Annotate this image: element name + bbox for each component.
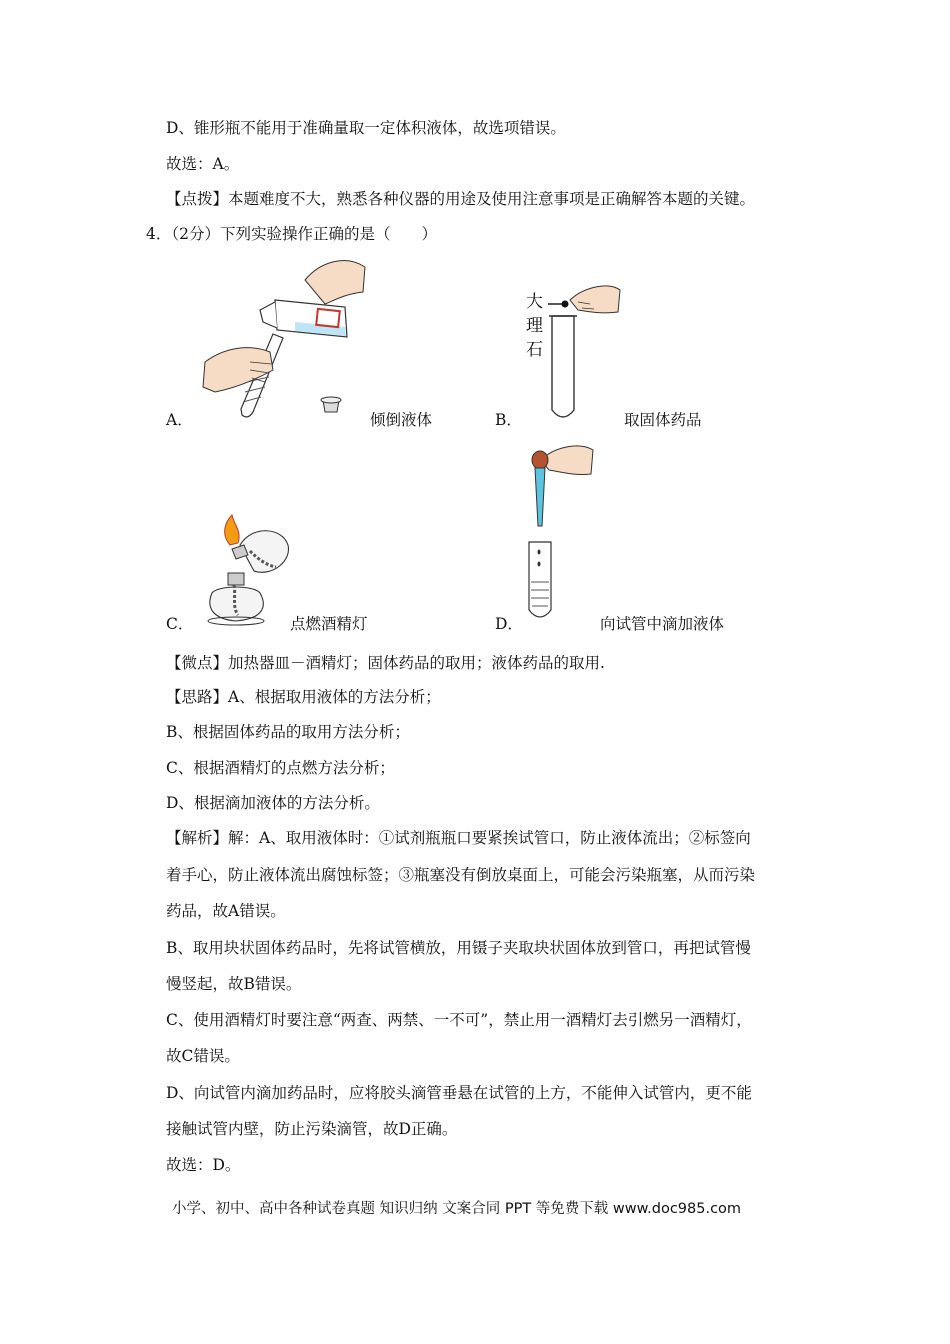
figure-light-lamp — [192, 515, 302, 635]
analysis-line: 慢竖起，故B错误。 — [166, 975, 302, 993]
analysis-line: C、根据酒精灯的点燃方法分析； — [166, 759, 395, 777]
option-a-letter: A． — [166, 411, 193, 429]
analysis-line: 接触试管内壁，防止污染滴管，故D正确。 — [166, 1120, 458, 1138]
analysis-line: D、向试管内滴加药品时，应将胶头滴管垂悬在试管的上方，不能伸入试管内，更不能 — [166, 1084, 752, 1102]
option-d-letter: D． — [495, 615, 523, 633]
option-c-letter: C． — [166, 615, 194, 633]
figure-b-label — [526, 290, 543, 362]
analysis-line: 着手心，防止液体流出腐蚀标签；③瓶塞没有倒放桌面上，可能会污染瓶塞，从而污染 — [166, 866, 756, 884]
analysis-line: 【思路】A、根据取用液体的方法分析； — [166, 688, 441, 706]
option-c-caption: 点燃酒精灯 — [290, 615, 368, 633]
option-b-letter: B． — [495, 411, 522, 429]
analysis-line: B、取用块状固体药品时，先将试管横放，用镊子夹取块状固体放到管口，再把试管慢 — [166, 939, 751, 957]
option-b-caption: 取固体药品 — [624, 411, 702, 429]
figure-drop-liquid — [515, 442, 605, 622]
option-a-caption: 倾倒液体 — [370, 411, 433, 429]
figure-pour-liquid — [195, 252, 395, 422]
analysis-line: 故C错误。 — [166, 1047, 240, 1065]
answer-previous: 故选：A。 — [166, 155, 240, 173]
figure-b-label-char: 理 — [526, 316, 543, 336]
question-stem: 4．（2分）下列实验操作正确的是（ ） — [146, 225, 437, 243]
option-d-caption: 向试管中滴加液体 — [600, 615, 725, 633]
analysis-line: 【微点】加热器皿－酒精灯；固体药品的取用；液体药品的取用. — [166, 654, 605, 672]
analysis-line: C、使用酒精灯时要注意“两查、两禁、一不可”，禁止用一酒精灯去引燃另一酒精灯， — [166, 1011, 752, 1029]
analysis-line: 【解析】解：A、取用液体时：①试剂瓶瓶口要紧挨试管口，防止液体流出；②标签向 — [166, 829, 751, 847]
analysis-line: 药品，故A错误。 — [166, 902, 286, 920]
tip-previous: 【点拨】本题难度不大，熟悉各种仪器的用途及使用注意事项是正确解答本题的关键。 — [166, 190, 756, 208]
analysis-line: 故选：D。 — [166, 1156, 241, 1174]
figure-b-label-char: 大 — [526, 292, 543, 312]
footer-download-note: 小学、初中、高中各种试卷真题 知识归纳 文案合同 PPT 等免费下载 www.doc985.com — [172, 1201, 742, 1217]
analysis-line: D、根据滴加液体的方法分析。 — [166, 794, 380, 812]
figure-b-label-char: 石 — [526, 340, 543, 360]
line-d-previous: D、锥形瓶不能用于准确量取一定体积液体，故选项错误。 — [166, 119, 566, 137]
analysis-line: B、根据固体药品的取用方法分析； — [166, 723, 410, 741]
